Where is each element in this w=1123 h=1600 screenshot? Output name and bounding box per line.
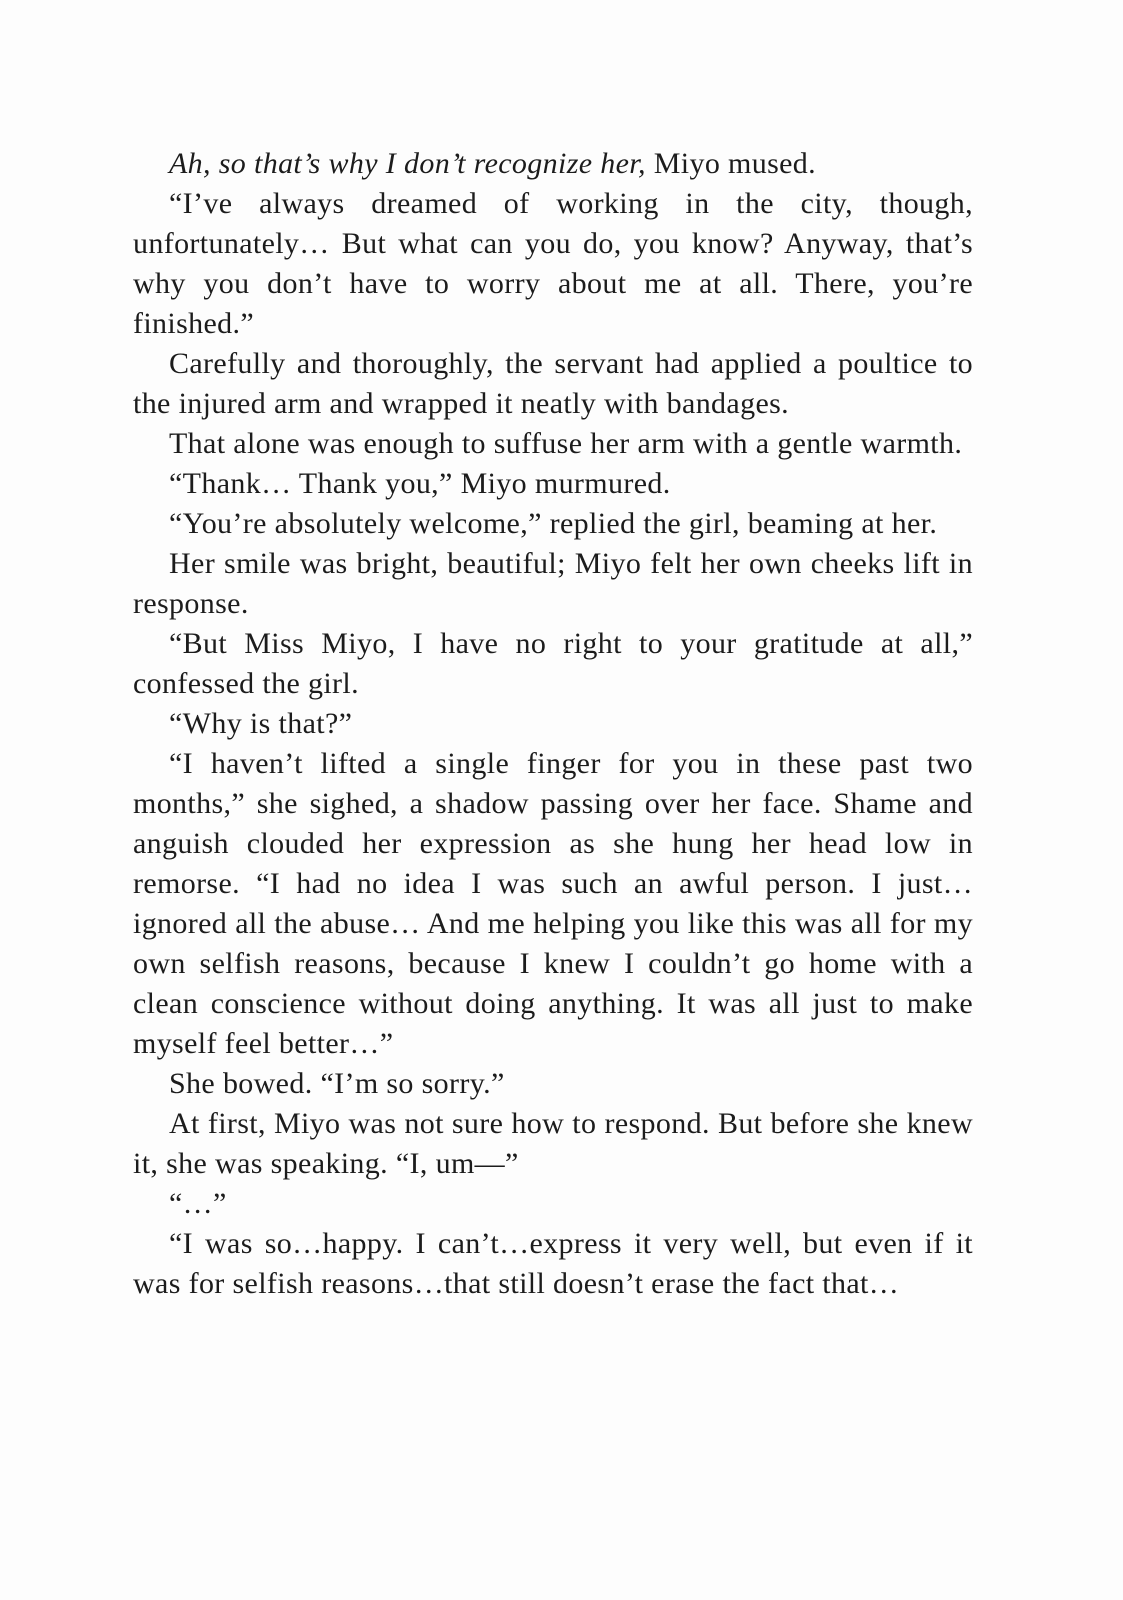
text-run: “But Miss Miyo, I have no right to your gratitude at all,” confessed the girl.: [133, 627, 973, 700]
paragraph: [133, 504, 973, 544]
paragraph: [133, 1184, 973, 1224]
paragraph: [133, 344, 973, 424]
text-run: “I’ve always dreamed of working in the city, though, unfortunately… But what can you do, you know? Anyway, that’s why you don’t have to worry about me at all. There, you’re finished.”: [133, 187, 973, 340]
paragraph: [133, 184, 973, 344]
text-run: That alone was enough to suffuse her arm with a gentle warmth.: [169, 427, 963, 460]
text-run: “I haven’t lifted a single finger for you in these past two months,” she sighed, a shadow passing over her face. Shame and anguish clouded her expression as she hung her head low in remorse. “I had no idea I was such an awful person. I just… ignored all the abuse… And me helping you like this was all for my own selfish reasons, because I knew I couldn’t go home with a clean conscience without doing anything. It was all just to make myself feel better…”: [133, 747, 973, 1060]
text-run: Carefully and thoroughly, the servant had applied a poultice to the injured arm and wrapped it neatly with bandages.: [133, 347, 973, 420]
text-run: “Thank… Thank you,” Miyo murmured.: [169, 467, 671, 500]
paragraph: [133, 624, 973, 704]
italic-text-run: Ah, so that’s why I don’t recognize her,: [169, 147, 646, 180]
paragraph: [133, 544, 973, 624]
paragraph: [133, 464, 973, 504]
text-run: Her smile was bright, beautiful; Miyo felt her own cheeks lift in response.: [133, 547, 973, 620]
text-run: “I was so…happy. I can’t…express it very well, but even if it was for selfish reasons…that still doesn’t erase the fact that…: [133, 1227, 973, 1300]
text-run: Miyo mused.: [645, 147, 817, 180]
paragraph: [133, 1104, 973, 1184]
paragraph: [133, 424, 973, 464]
text-run: She bowed. “I’m so sorry.”: [169, 1067, 505, 1100]
text-run: “Why is that?”: [169, 707, 353, 740]
text-run: At first, Miyo was not sure how to respond. But before she knew it, she was speaking. “I, um—”: [133, 1107, 973, 1180]
paragraph: [133, 1064, 973, 1104]
text-run: “…”: [169, 1187, 227, 1220]
paragraph: [133, 744, 973, 1064]
paragraph: [133, 144, 973, 184]
paragraph: [133, 704, 973, 744]
text-run: “You’re absolutely welcome,” replied the girl, beaming at her.: [169, 507, 938, 540]
page-text: [133, 144, 973, 1304]
paragraph: [133, 1224, 973, 1304]
